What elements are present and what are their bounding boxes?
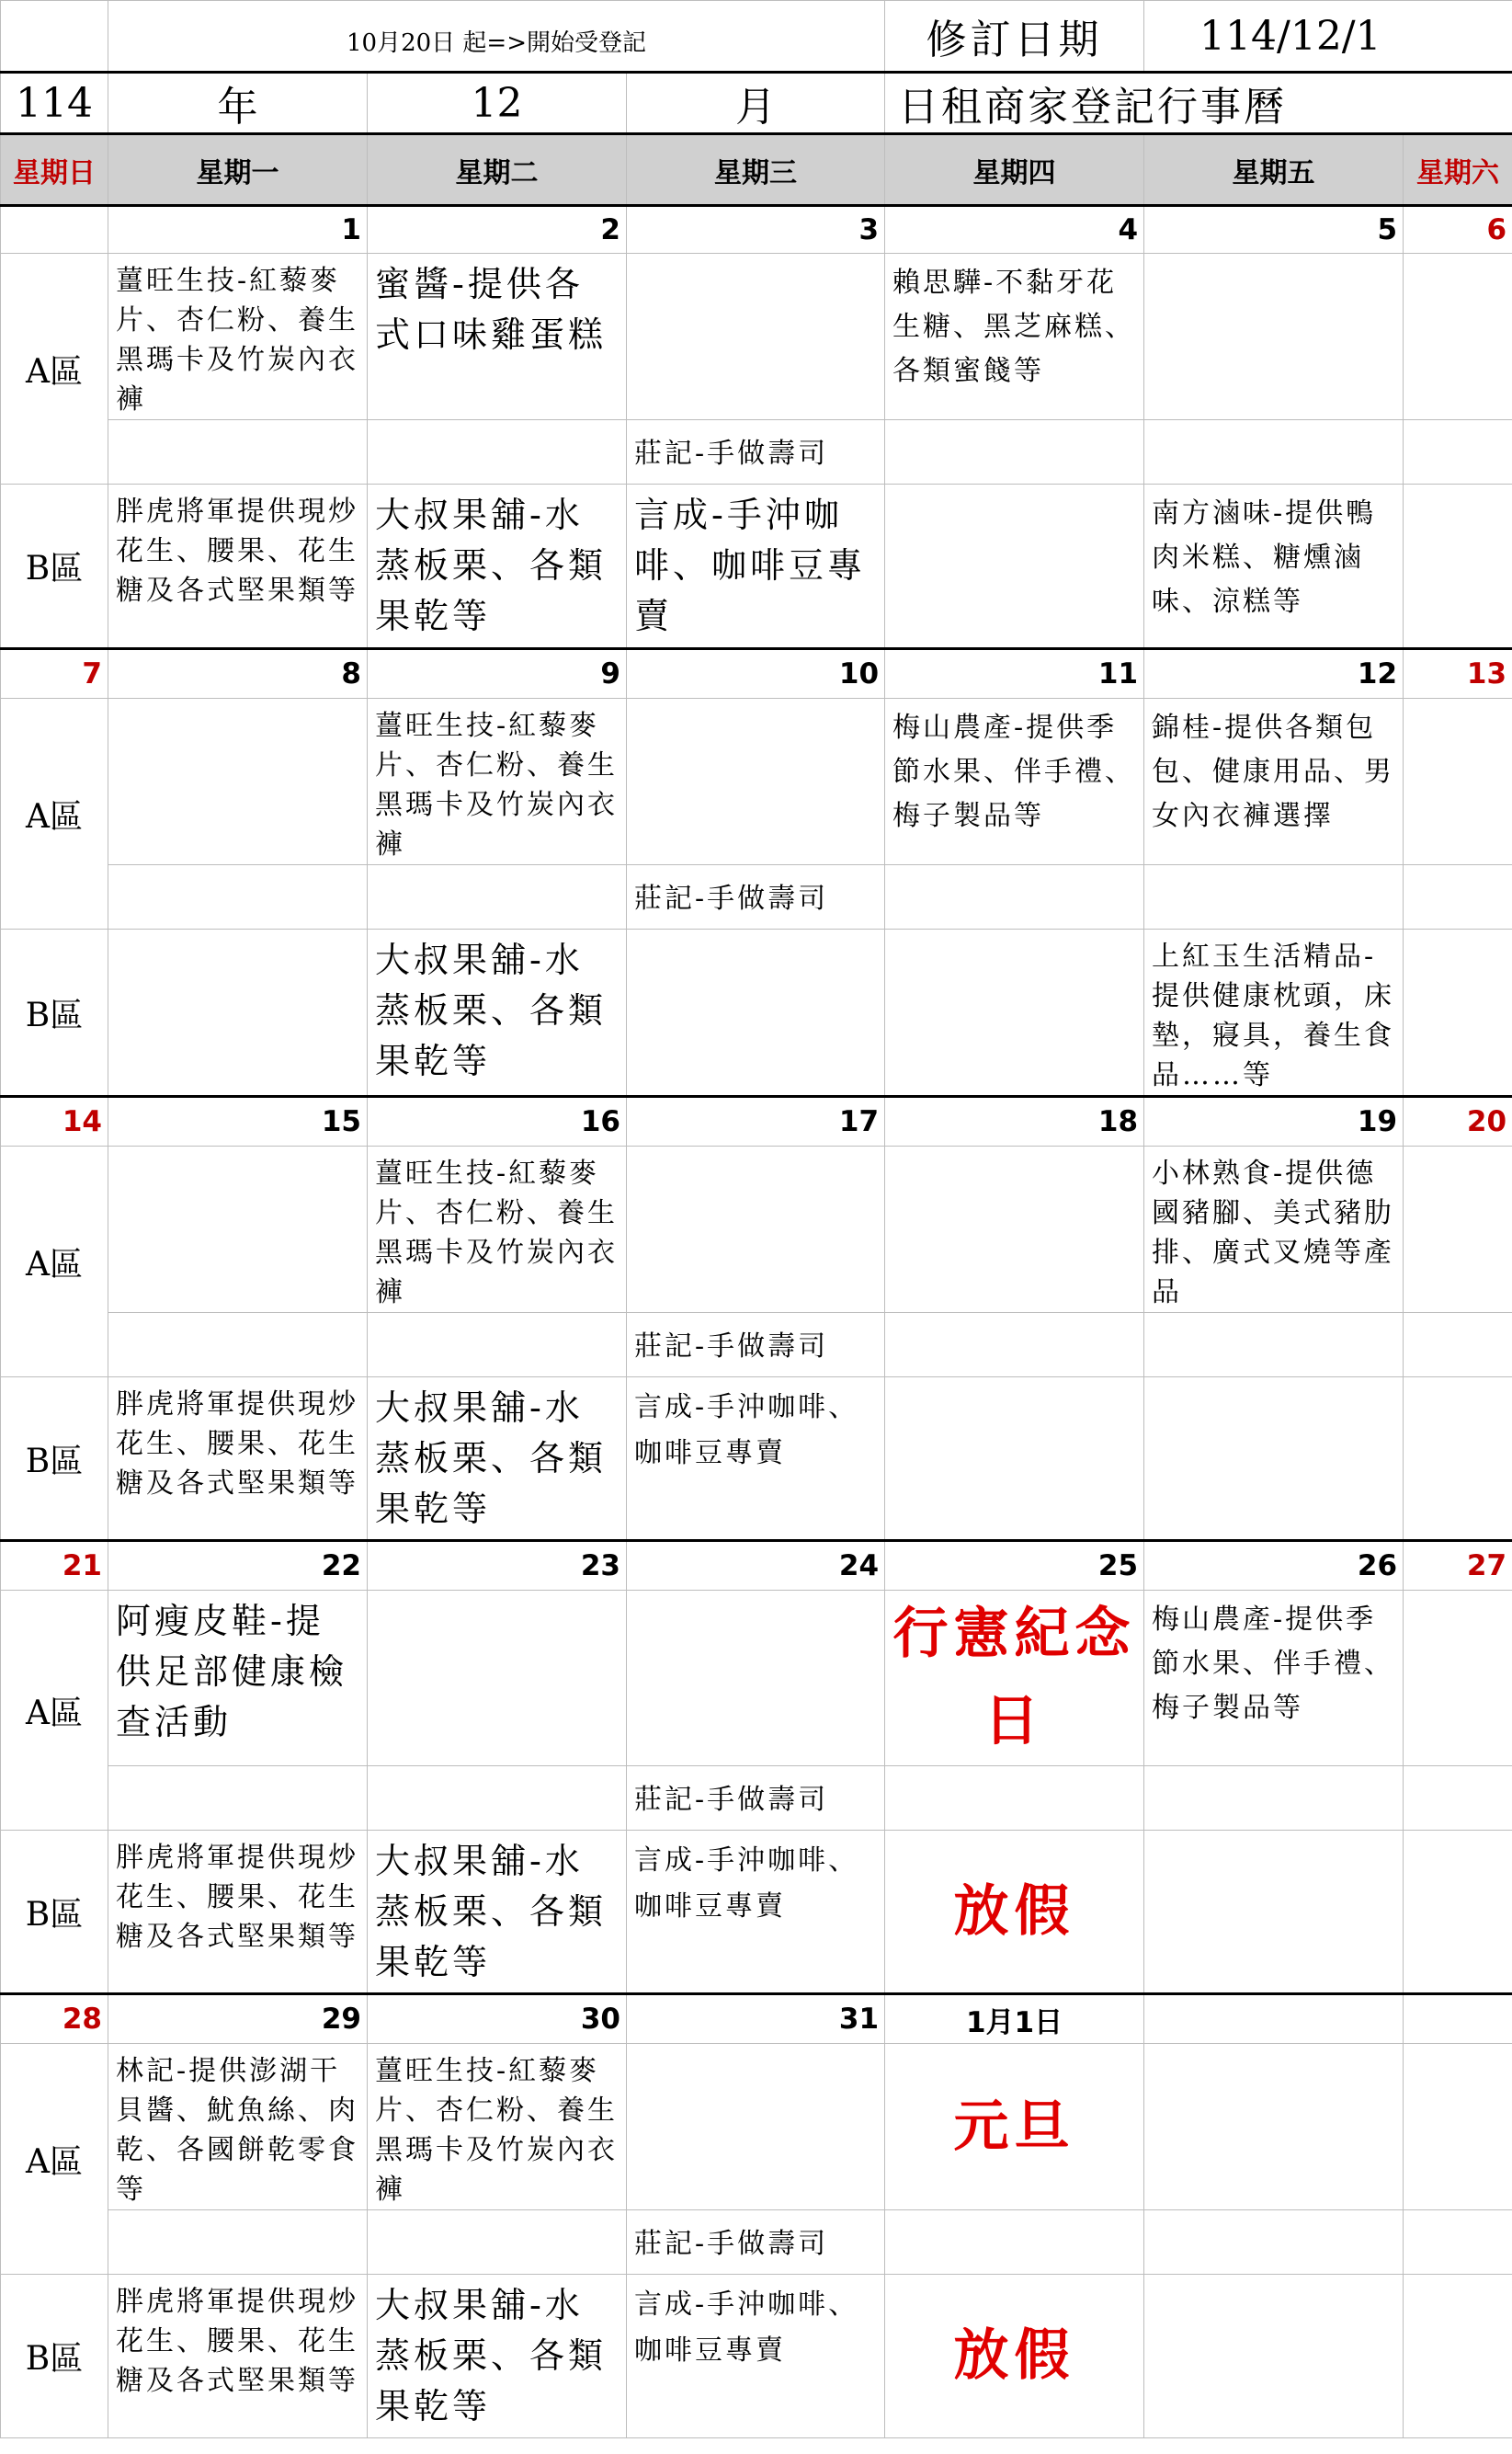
event-cell: 林記-提供澎湖干貝醬、魷魚絲、肉乾、各國餅乾零食等 bbox=[108, 2044, 368, 2210]
revision-date: 114/12/1 bbox=[1144, 1, 1512, 73]
date-cell: 4 bbox=[885, 206, 1144, 254]
zone-b-row bbox=[1, 1831, 1512, 1994]
holiday-new-year: 元旦 bbox=[885, 2044, 1144, 2210]
event-cell bbox=[1404, 2044, 1512, 2210]
date-cell: 1月1日 bbox=[885, 1994, 1144, 2044]
event-cell: 大叔果舖-水蒸板栗、各類果乾等 bbox=[368, 1831, 627, 1994]
weekday-tuesday: 星期二 bbox=[368, 134, 627, 206]
zone-b-label: B區 bbox=[1, 1377, 108, 1541]
zone-b-label: B區 bbox=[1, 1831, 108, 1994]
date-cell: 20 bbox=[1404, 1097, 1512, 1147]
weekday-thursday: 星期四 bbox=[885, 134, 1144, 206]
event-cell: 言成-手沖咖啡、咖啡豆專賣 bbox=[627, 2275, 885, 2438]
event-cell: 言成-手沖咖啡、咖啡豆專賣 bbox=[627, 1377, 885, 1541]
date-cell: 14 bbox=[1, 1097, 108, 1147]
event-cell: 大叔果舖-水蒸板栗、各類果乾等 bbox=[368, 485, 627, 649]
event-cell: 胖虎將軍提供現炒花生、腰果、花生糖及各式堅果類等 bbox=[108, 1377, 368, 1541]
date-cell: 2 bbox=[368, 206, 627, 254]
event-cell bbox=[1404, 2275, 1512, 2438]
event-cell bbox=[108, 699, 368, 865]
zone-b-label: B區 bbox=[1, 930, 108, 1097]
event-cell: 阿瘦皮鞋-提供足部健康檢查活動 bbox=[108, 1591, 368, 1766]
event-cell bbox=[885, 930, 1144, 1097]
event-cell: 梅山農產-提供季節水果、伴手禮、梅子製品等 bbox=[885, 699, 1144, 865]
event-cell bbox=[627, 1591, 885, 1766]
month-unit: 月 bbox=[627, 73, 885, 134]
mid-row bbox=[1, 1313, 1512, 1377]
event-cell bbox=[885, 485, 1144, 649]
date-row bbox=[1, 206, 1512, 254]
date-cell: 30 bbox=[368, 1994, 627, 2044]
weekday-friday: 星期五 bbox=[1144, 134, 1404, 206]
zone-b-row bbox=[1, 1377, 1512, 1541]
event-cell bbox=[1404, 1591, 1512, 1766]
event-cell bbox=[885, 1147, 1144, 1313]
date-row bbox=[1, 1097, 1512, 1147]
date-cell: 25 bbox=[885, 1541, 1144, 1591]
weekday-header-row bbox=[1, 134, 1512, 206]
date-cell: 28 bbox=[1, 1994, 108, 2044]
date-cell: 6 bbox=[1404, 206, 1512, 254]
zone-a-label: A區 bbox=[1, 2044, 108, 2275]
event-cell bbox=[1404, 1377, 1512, 1541]
zone-a-row bbox=[1, 254, 1512, 420]
calendar-title: 日租商家登記行事曆 bbox=[885, 73, 1512, 134]
date-cell: 9 bbox=[368, 649, 627, 699]
zone-b-label: B區 bbox=[1, 485, 108, 649]
event-cell bbox=[1404, 699, 1512, 865]
year-value: 114 bbox=[1, 73, 108, 134]
zone-b-row bbox=[1, 485, 1512, 649]
event-cell: 胖虎將軍提供現炒花生、腰果、花生糖及各式堅果類等 bbox=[108, 1831, 368, 1994]
event-cell bbox=[627, 254, 885, 420]
weekday-monday: 星期一 bbox=[108, 134, 368, 206]
weekday-sunday: 星期日 bbox=[1, 134, 108, 206]
event-cell bbox=[1144, 1377, 1404, 1541]
date-row bbox=[1, 649, 1512, 699]
event-cell: 莊記-手做壽司 bbox=[627, 1766, 885, 1831]
event-cell: 薑旺生技-紅藜麥片、杏仁粉、養生黑瑪卡及竹炭內衣褲 bbox=[368, 2044, 627, 2210]
date-cell: 19 bbox=[1144, 1097, 1404, 1147]
date-cell: 8 bbox=[108, 649, 368, 699]
event-cell: 言成-手沖咖啡、咖啡豆專賣 bbox=[627, 485, 885, 649]
date-cell: 3 bbox=[627, 206, 885, 254]
date-cell: 15 bbox=[108, 1097, 368, 1147]
event-cell bbox=[1404, 1831, 1512, 1994]
top-header-row bbox=[1, 1, 1512, 73]
event-cell bbox=[627, 699, 885, 865]
event-cell bbox=[108, 930, 368, 1097]
zone-a-label: A區 bbox=[1, 254, 108, 485]
event-cell bbox=[1144, 254, 1404, 420]
revision-label: 修訂日期 bbox=[885, 1, 1144, 73]
zone-b-row bbox=[1, 2275, 1512, 2438]
event-cell: 小林熟食-提供德國豬腳、美式豬肋排、廣式叉燒等產品 bbox=[1144, 1147, 1404, 1313]
event-cell bbox=[1144, 1831, 1404, 1994]
event-cell bbox=[1144, 2275, 1404, 2438]
weekday-saturday: 星期六 bbox=[1404, 134, 1512, 206]
zone-a-label: A區 bbox=[1, 1147, 108, 1377]
registration-note: 10月20日 起=>開始受登記 bbox=[108, 1, 885, 73]
date-cell: 26 bbox=[1144, 1541, 1404, 1591]
event-cell: 上紅玉生活精品-提供健康枕頭，床墊，寢具，養生食品……等 bbox=[1144, 930, 1404, 1097]
date-cell: 18 bbox=[885, 1097, 1144, 1147]
date-cell: 23 bbox=[368, 1541, 627, 1591]
event-cell: 莊記-手做壽司 bbox=[627, 1313, 885, 1377]
date-cell: 22 bbox=[108, 1541, 368, 1591]
event-cell: 薑旺生技-紅藜麥片、杏仁粉、養生黑瑪卡及竹炭內衣褲 bbox=[368, 1147, 627, 1313]
zone-a-row bbox=[1, 2044, 1512, 2210]
date-row bbox=[1, 1541, 1512, 1591]
date-cell: 29 bbox=[108, 1994, 368, 2044]
date-cell: 21 bbox=[1, 1541, 108, 1591]
zone-a-row bbox=[1, 1147, 1512, 1313]
event-cell bbox=[1404, 485, 1512, 649]
event-cell bbox=[1404, 254, 1512, 420]
weekday-wednesday: 星期三 bbox=[627, 134, 885, 206]
event-cell bbox=[1404, 1147, 1512, 1313]
event-cell: 蜜醬-提供各式口味雞蛋糕 bbox=[368, 254, 627, 420]
event-cell: 南方滷味-提供鴨肉米糕、糖燻滷味、涼糕等 bbox=[1144, 485, 1404, 649]
event-cell bbox=[627, 1147, 885, 1313]
date-cell: 17 bbox=[627, 1097, 885, 1147]
event-cell: 大叔果舖-水蒸板栗、各類果乾等 bbox=[368, 2275, 627, 2438]
date-cell bbox=[1144, 1994, 1404, 2044]
mid-row bbox=[1, 2210, 1512, 2275]
month-title-row bbox=[1, 73, 1512, 134]
date-cell: 5 bbox=[1144, 206, 1404, 254]
event-cell bbox=[627, 2044, 885, 2210]
date-cell: 27 bbox=[1404, 1541, 1512, 1591]
event-cell: 薑旺生技-紅藜麥片、杏仁粉、養生黑瑪卡及竹炭內衣褲 bbox=[368, 699, 627, 865]
date-cell: 7 bbox=[1, 649, 108, 699]
date-cell: 11 bbox=[885, 649, 1144, 699]
date-cell: 16 bbox=[368, 1097, 627, 1147]
mid-row bbox=[1, 1766, 1512, 1831]
event-cell: 梅山農產-提供季節水果、伴手禮、梅子製品等 bbox=[1144, 1591, 1404, 1766]
event-cell: 胖虎將軍提供現炒花生、腰果、花生糖及各式堅果類等 bbox=[108, 2275, 368, 2438]
event-cell: 大叔果舖-水蒸板栗、各類果乾等 bbox=[368, 930, 627, 1097]
month-value: 12 bbox=[368, 73, 627, 134]
mid-row bbox=[1, 420, 1512, 485]
date-cell bbox=[1404, 1994, 1512, 2044]
event-cell: 大叔果舖-水蒸板栗、各類果乾等 bbox=[368, 1377, 627, 1541]
event-cell bbox=[1144, 2044, 1404, 2210]
event-cell bbox=[627, 930, 885, 1097]
event-cell: 薑旺生技-紅藜麥片、杏仁粉、養生黑瑪卡及竹炭內衣褲 bbox=[108, 254, 368, 420]
date-cell: 12 bbox=[1144, 649, 1404, 699]
event-cell: 錦桂-提供各類包包、健康用品、男女內衣褲選擇 bbox=[1144, 699, 1404, 865]
event-cell: 言成-手沖咖啡、咖啡豆專賣 bbox=[627, 1831, 885, 1994]
event-cell bbox=[1404, 930, 1512, 1097]
holiday-day-off: 放假 bbox=[885, 2275, 1144, 2438]
date-cell: 24 bbox=[627, 1541, 885, 1591]
event-cell: 胖虎將軍提供現炒花生、腰果、花生糖及各式堅果類等 bbox=[108, 485, 368, 649]
holiday-constitution-day: 行憲紀念日 bbox=[885, 1591, 1144, 1766]
date-cell: 1 bbox=[108, 206, 368, 254]
event-cell bbox=[885, 1377, 1144, 1541]
zone-b-row bbox=[1, 930, 1512, 1097]
date-cell: 31 bbox=[627, 1994, 885, 2044]
zone-a-label: A區 bbox=[1, 699, 108, 930]
event-cell: 莊記-手做壽司 bbox=[627, 420, 885, 485]
mid-row bbox=[1, 865, 1512, 930]
event-cell: 莊記-手做壽司 bbox=[627, 2210, 885, 2275]
event-cell: 賴思驊-不黏牙花生糖、黑芝麻糕、各類蜜餞等 bbox=[885, 254, 1144, 420]
event-cell bbox=[108, 1147, 368, 1313]
date-cell: 10 bbox=[627, 649, 885, 699]
zone-b-label: B區 bbox=[1, 2275, 108, 2438]
zone-a-label: A區 bbox=[1, 1591, 108, 1831]
date-cell bbox=[1, 206, 108, 254]
zone-a-row bbox=[1, 1591, 1512, 1766]
zone-a-row bbox=[1, 699, 1512, 865]
event-cell: 莊記-手做壽司 bbox=[627, 865, 885, 930]
event-cell bbox=[368, 1591, 627, 1766]
date-row bbox=[1, 1994, 1512, 2044]
year-unit: 年 bbox=[108, 73, 368, 134]
date-cell: 13 bbox=[1404, 649, 1512, 699]
holiday-day-off: 放假 bbox=[885, 1831, 1144, 1994]
